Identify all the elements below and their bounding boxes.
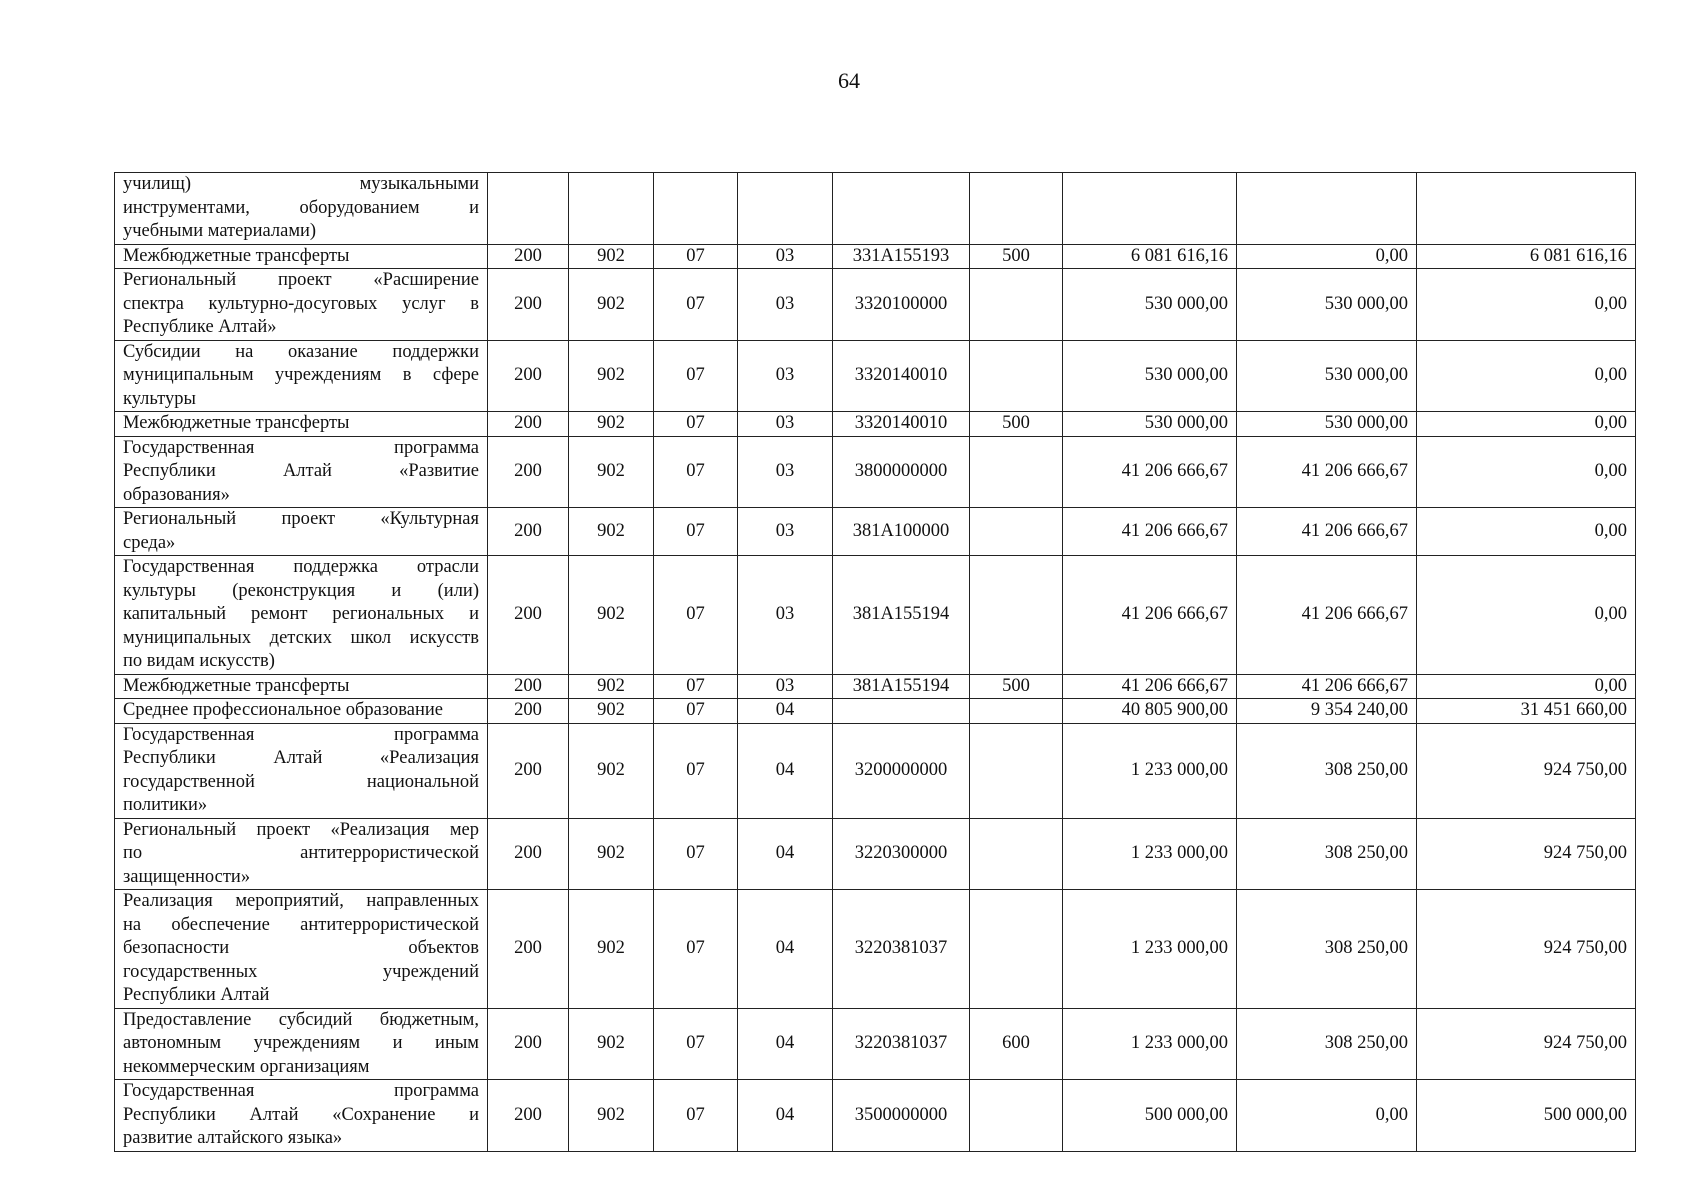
cell-amount-3: 500 000,00 xyxy=(1417,1080,1636,1152)
cell-amount-3: 0,00 xyxy=(1417,556,1636,675)
cell-name-line: государственной национальной xyxy=(123,771,479,792)
cell-subsection: 04 xyxy=(738,1008,833,1080)
cell-section: 07 xyxy=(654,1008,738,1080)
cell-target-article: 3320100000 xyxy=(833,269,970,341)
cell-amount-total: 530 000,00 xyxy=(1063,269,1237,341)
cell-section: 07 xyxy=(654,818,738,890)
cell-name-line: автономным учреждениям и иным xyxy=(123,1033,479,1053)
table-row xyxy=(115,269,1636,341)
cell-code-ministry: 902 xyxy=(569,412,654,437)
cell-code-ministry: 902 xyxy=(569,244,654,269)
cell-name-line: Государственная программа xyxy=(123,437,479,458)
cell-section: 07 xyxy=(654,412,738,437)
table-row xyxy=(115,436,1636,508)
cell-name-line: культуры (реконструкция и (или) xyxy=(123,580,479,601)
cell-name-line: по видам искусств) xyxy=(123,651,275,671)
table-row xyxy=(115,699,1636,724)
cell-code-ministry: 902 xyxy=(569,556,654,675)
cell-name xyxy=(115,340,488,412)
cell-expense-type xyxy=(970,699,1063,724)
cell-expense-type xyxy=(970,890,1063,1009)
cell-target-article: 3500000000 xyxy=(833,1080,970,1152)
cell-amount-3: 924 750,00 xyxy=(1417,890,1636,1009)
cell-name-line: Республики Алтай «Сохранение и xyxy=(123,1104,479,1125)
table-row xyxy=(115,244,1636,269)
cell-amount-total xyxy=(1063,173,1237,245)
cell-section: 07 xyxy=(654,556,738,675)
cell-name-line: Региональный проект «Реализация мер xyxy=(123,819,479,840)
cell-name-line: Республики Алтай «Развитие xyxy=(123,461,479,481)
cell-expense-type xyxy=(970,556,1063,675)
cell-name xyxy=(115,412,488,437)
cell-code-ministry: 902 xyxy=(569,508,654,556)
cell-code-a: 200 xyxy=(488,1080,569,1152)
page-number: 64 xyxy=(838,68,860,93)
cell-subsection: 03 xyxy=(738,269,833,341)
cell-name xyxy=(115,818,488,890)
cell-name-line: Государственная программа xyxy=(123,1081,479,1101)
cell-name-line: училищ) музыкальными xyxy=(123,174,479,194)
cell-code-a: 200 xyxy=(488,674,569,699)
cell-amount-2: 308 250,00 xyxy=(1237,723,1417,818)
cell-name-line: муниципальным учреждениям в сфере xyxy=(123,365,479,385)
cell-amount-2: 41 206 666,67 xyxy=(1237,556,1417,675)
cell-subsection: 03 xyxy=(738,244,833,269)
cell-expense-type xyxy=(970,436,1063,508)
cell-section: 07 xyxy=(654,269,738,341)
cell-amount-3: 0,00 xyxy=(1417,269,1636,341)
cell-code-ministry: 902 xyxy=(569,269,654,341)
cell-amount-total: 40 805 900,00 xyxy=(1063,699,1237,724)
cell-name-line: Межбюджетные трансферты xyxy=(123,245,350,266)
cell-name-line: Республике Алтай» xyxy=(123,317,277,337)
table-row xyxy=(115,723,1636,818)
cell-amount-total: 41 206 666,67 xyxy=(1063,508,1237,556)
cell-section xyxy=(654,173,738,245)
cell-name-line: Субсидии на оказание поддержки xyxy=(123,341,479,362)
cell-name xyxy=(115,890,488,1009)
cell-code-ministry: 902 xyxy=(569,890,654,1009)
cell-name-line: культуры xyxy=(123,388,196,409)
cell-name xyxy=(115,1080,488,1152)
cell-name-line: Государственная программа xyxy=(123,724,479,745)
cell-name xyxy=(115,269,488,341)
cell-amount-3: 0,00 xyxy=(1417,436,1636,508)
cell-subsection: 04 xyxy=(738,818,833,890)
cell-name-line: Реализация мероприятий, направленных xyxy=(123,891,479,911)
cell-amount-2: 530 000,00 xyxy=(1237,412,1417,437)
cell-code-a: 200 xyxy=(488,340,569,412)
cell-section: 07 xyxy=(654,340,738,412)
cell-target-article: 3800000000 xyxy=(833,436,970,508)
cell-subsection: 03 xyxy=(738,508,833,556)
cell-amount-total: 41 206 666,67 xyxy=(1063,674,1237,699)
cell-name-line: учебными материалами) xyxy=(123,221,317,241)
cell-name-line: образования» xyxy=(123,484,230,505)
cell-code-ministry xyxy=(569,173,654,245)
cell-amount-2: 530 000,00 xyxy=(1237,340,1417,412)
cell-name-line: Среднее профессиональное образование xyxy=(123,700,443,720)
cell-name xyxy=(115,723,488,818)
cell-target-article: 3220300000 xyxy=(833,818,970,890)
cell-code-a: 200 xyxy=(488,244,569,269)
cell-expense-type xyxy=(970,173,1063,245)
cell-code-ministry: 902 xyxy=(569,723,654,818)
cell-amount-total: 500 000,00 xyxy=(1063,1080,1237,1152)
cell-subsection: 03 xyxy=(738,556,833,675)
cell-amount-2: 9 354 240,00 xyxy=(1237,699,1417,724)
cell-amount-total: 530 000,00 xyxy=(1063,412,1237,437)
cell-amount-2: 308 250,00 xyxy=(1237,818,1417,890)
cell-name-line: Государственная поддержка отрасли xyxy=(123,557,479,577)
cell-section: 07 xyxy=(654,244,738,269)
cell-name-line: инструментами, оборудованием и xyxy=(123,197,479,218)
cell-amount-3: 6 081 616,16 xyxy=(1417,244,1636,269)
cell-target-article: 3320140010 xyxy=(833,340,970,412)
cell-section: 07 xyxy=(654,699,738,724)
cell-name-line: спектра культурно-досуговых услуг в xyxy=(123,293,479,314)
cell-code-a: 200 xyxy=(488,269,569,341)
cell-name-line: Региональный проект «Культурная xyxy=(123,509,479,529)
cell-amount-2: 308 250,00 xyxy=(1237,1008,1417,1080)
cell-name-line: Республики Алтай «Реализация xyxy=(123,748,479,768)
cell-amount-2: 41 206 666,67 xyxy=(1237,436,1417,508)
cell-amount-2: 0,00 xyxy=(1237,1080,1417,1152)
cell-name-line: государственных учреждений xyxy=(123,961,479,982)
cell-amount-3: 31 451 660,00 xyxy=(1417,699,1636,724)
cell-amount-3: 924 750,00 xyxy=(1417,818,1636,890)
cell-name xyxy=(115,699,488,724)
cell-name xyxy=(115,173,488,245)
cell-name-line: защищенности» xyxy=(123,866,251,887)
table-row xyxy=(115,508,1636,556)
cell-name-line: Региональный проект «Расширение xyxy=(123,270,479,290)
cell-subsection: 03 xyxy=(738,340,833,412)
cell-target-article: 3220381037 xyxy=(833,1008,970,1080)
cell-amount-total: 41 206 666,67 xyxy=(1063,556,1237,675)
cell-code-a: 200 xyxy=(488,699,569,724)
cell-expense-type: 500 xyxy=(970,674,1063,699)
cell-name-line: муниципальных детских школ искусств xyxy=(123,627,479,648)
cell-code-a: 200 xyxy=(488,412,569,437)
cell-name-line: капитальный ремонт региональных и xyxy=(123,604,479,624)
cell-expense-type xyxy=(970,1080,1063,1152)
cell-name xyxy=(115,674,488,699)
cell-subsection: 04 xyxy=(738,699,833,724)
cell-subsection: 03 xyxy=(738,436,833,508)
table-row xyxy=(115,173,1636,245)
cell-subsection xyxy=(738,173,833,245)
cell-code-a: 200 xyxy=(488,436,569,508)
cell-expense-type xyxy=(970,818,1063,890)
cell-amount-total: 1 233 000,00 xyxy=(1063,890,1237,1009)
cell-amount-2: 41 206 666,67 xyxy=(1237,508,1417,556)
cell-code-ministry: 902 xyxy=(569,818,654,890)
cell-expense-type: 500 xyxy=(970,244,1063,269)
cell-code-a: 200 xyxy=(488,508,569,556)
cell-target-article xyxy=(833,699,970,724)
cell-code-a: 200 xyxy=(488,556,569,675)
cell-subsection: 04 xyxy=(738,1080,833,1152)
cell-code-ministry: 902 xyxy=(569,699,654,724)
cell-amount-2: 308 250,00 xyxy=(1237,890,1417,1009)
cell-code-a xyxy=(488,173,569,245)
cell-amount-3: 924 750,00 xyxy=(1417,723,1636,818)
cell-subsection: 03 xyxy=(738,674,833,699)
table-body xyxy=(115,173,1636,1152)
cell-target-article: 3220381037 xyxy=(833,890,970,1009)
cell-code-ministry: 902 xyxy=(569,674,654,699)
cell-target-article xyxy=(833,173,970,245)
table-row xyxy=(115,818,1636,890)
table-row xyxy=(115,556,1636,675)
cell-code-ministry: 902 xyxy=(569,1080,654,1152)
cell-target-article: 3200000000 xyxy=(833,723,970,818)
cell-name-line: Межбюджетные трансферты xyxy=(123,413,350,433)
cell-section: 07 xyxy=(654,508,738,556)
cell-code-ministry: 902 xyxy=(569,340,654,412)
table-row xyxy=(115,340,1636,412)
cell-target-article: 381A100000 xyxy=(833,508,970,556)
cell-expense-type xyxy=(970,508,1063,556)
cell-expense-type: 500 xyxy=(970,412,1063,437)
cell-section: 07 xyxy=(654,436,738,508)
cell-expense-type xyxy=(970,723,1063,818)
cell-name-line: Республики Алтай xyxy=(123,985,270,1005)
cell-amount-3: 0,00 xyxy=(1417,674,1636,699)
cell-name-line: Межбюджетные трансферты xyxy=(123,675,350,696)
cell-section: 07 xyxy=(654,1080,738,1152)
cell-expense-type xyxy=(970,269,1063,341)
cell-name xyxy=(115,1008,488,1080)
cell-code-a: 200 xyxy=(488,890,569,1009)
cell-subsection: 03 xyxy=(738,412,833,437)
cell-section: 07 xyxy=(654,890,738,1009)
cell-name xyxy=(115,508,488,556)
cell-amount-total: 1 233 000,00 xyxy=(1063,723,1237,818)
cell-name-line: среда» xyxy=(123,532,176,553)
cell-name-line: по антитеррористической xyxy=(123,843,479,863)
cell-name-line: безопасности объектов xyxy=(123,938,479,958)
cell-section: 07 xyxy=(654,674,738,699)
cell-name-line: Предоставление субсидий бюджетным, xyxy=(123,1009,479,1030)
cell-name xyxy=(115,436,488,508)
cell-expense-type xyxy=(970,340,1063,412)
cell-amount-total: 1 233 000,00 xyxy=(1063,1008,1237,1080)
cell-amount-2: 41 206 666,67 xyxy=(1237,674,1417,699)
cell-name-line: политики» xyxy=(123,795,208,815)
cell-code-a: 200 xyxy=(488,1008,569,1080)
cell-target-article: 381A155194 xyxy=(833,674,970,699)
cell-code-ministry: 902 xyxy=(569,1008,654,1080)
cell-name xyxy=(115,556,488,675)
cell-amount-total: 6 081 616,16 xyxy=(1063,244,1237,269)
cell-amount-2 xyxy=(1237,173,1417,245)
budget-table xyxy=(114,172,1636,1152)
cell-amount-3: 924 750,00 xyxy=(1417,1008,1636,1080)
cell-target-article: 331A155193 xyxy=(833,244,970,269)
cell-name-line: развитие алтайского языка» xyxy=(123,1128,343,1148)
table-row xyxy=(115,412,1636,437)
cell-subsection: 04 xyxy=(738,890,833,1009)
cell-name-line: на обеспечение антитеррористической xyxy=(123,914,479,935)
cell-amount-total: 41 206 666,67 xyxy=(1063,436,1237,508)
cell-amount-2: 0,00 xyxy=(1237,244,1417,269)
cell-amount-2: 530 000,00 xyxy=(1237,269,1417,341)
cell-name xyxy=(115,244,488,269)
table-row xyxy=(115,1008,1636,1080)
cell-target-article: 3320140010 xyxy=(833,412,970,437)
cell-amount-3: 0,00 xyxy=(1417,340,1636,412)
cell-amount-total: 530 000,00 xyxy=(1063,340,1237,412)
cell-amount-3 xyxy=(1417,173,1636,245)
cell-code-ministry: 902 xyxy=(569,436,654,508)
cell-target-article: 381A155194 xyxy=(833,556,970,675)
table-row xyxy=(115,890,1636,1009)
table-row xyxy=(115,1080,1636,1152)
cell-amount-3: 0,00 xyxy=(1417,412,1636,437)
cell-code-a: 200 xyxy=(488,723,569,818)
cell-subsection: 04 xyxy=(738,723,833,818)
cell-expense-type: 600 xyxy=(970,1008,1063,1080)
cell-code-a: 200 xyxy=(488,818,569,890)
table-row xyxy=(115,674,1636,699)
cell-name-line: некоммерческим организациям xyxy=(123,1056,370,1077)
cell-section: 07 xyxy=(654,723,738,818)
cell-amount-total: 1 233 000,00 xyxy=(1063,818,1237,890)
cell-amount-3: 0,00 xyxy=(1417,508,1636,556)
